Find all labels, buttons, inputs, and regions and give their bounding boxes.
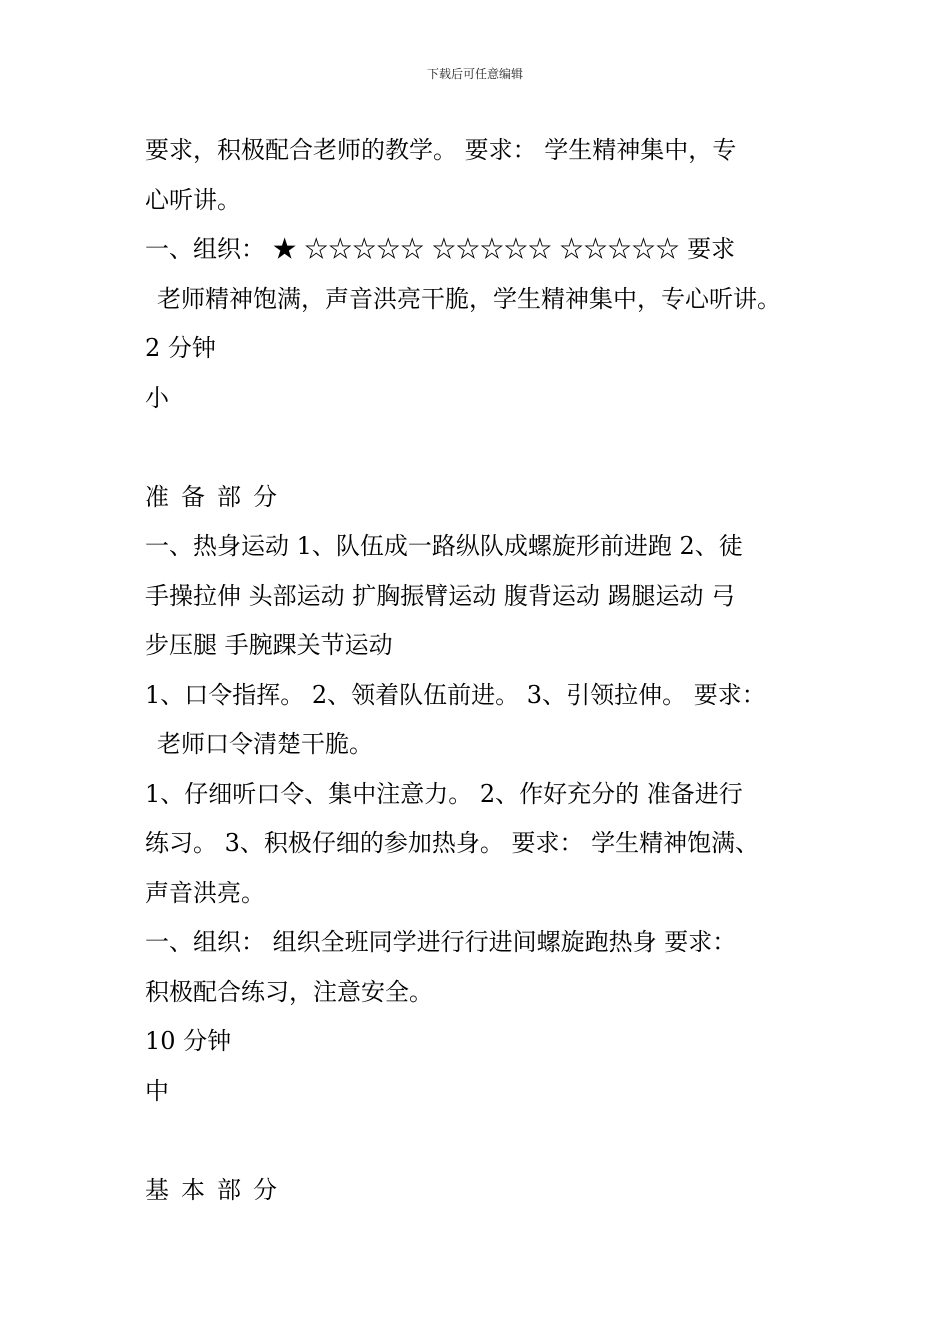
duration-text: 10 分钟	[145, 1027, 232, 1055]
intensity-text: 小	[145, 383, 169, 412]
duration-text: 2 分钟	[145, 334, 216, 362]
section-heading-basic: 基本部分	[145, 1175, 289, 1204]
star-rating: ★ ☆☆☆☆☆ ☆☆☆☆☆ ☆☆☆☆☆	[272, 235, 680, 263]
organization-line	[145, 225, 825, 275]
text-line: 手操拉伸 头部运动 扩胸振臂运动 腹背运动 踢腿运动 弓	[145, 581, 736, 610]
intensity-text: 中	[145, 1076, 169, 1105]
text-line: 要求，积极配合老师的教学。 要求： 学生精神集中，专	[145, 136, 737, 164]
text-line: 心听讲。	[145, 185, 241, 214]
text-line: 老师口令清楚干脆。	[157, 730, 373, 758]
blank-line	[145, 423, 825, 473]
text-line-tail: 要求	[679, 235, 736, 263]
text-line: 1、仔细听口令、集中注意力。 2、作好充分的 准备进行	[145, 779, 743, 808]
page-header: 下载后可任意编辑	[426, 67, 523, 81]
text-line: 积极配合练习，注意安全。	[145, 977, 433, 1006]
text-line: 声音洪亮。	[145, 878, 265, 907]
text-line: 1、口令指挥。 2、领着队伍前进。 3、引领拉伸。 要求：	[145, 680, 766, 709]
text-line: 练习。 3、积极仔细的参加热身。 要求： 学生精神饱满、	[145, 829, 760, 857]
text-line: 一、组织： 组织全班同学进行行进间螺旋跑热身 要求：	[145, 928, 737, 956]
text-line: 老师精神饱满，声音洪亮干脆，学生精神集中，专心听讲。	[157, 284, 781, 313]
text-line: 一、热身运动 1、队伍成一路纵队成螺旋形前进跑 2、徒	[145, 532, 743, 560]
section-heading-prep: 准备部分	[145, 482, 289, 511]
text-line: 步压腿 手腕踝关节运动	[145, 631, 393, 659]
blank-line	[145, 1116, 825, 1166]
text-line-lead: 一、组织：	[145, 235, 273, 263]
document-body	[145, 126, 825, 1215]
